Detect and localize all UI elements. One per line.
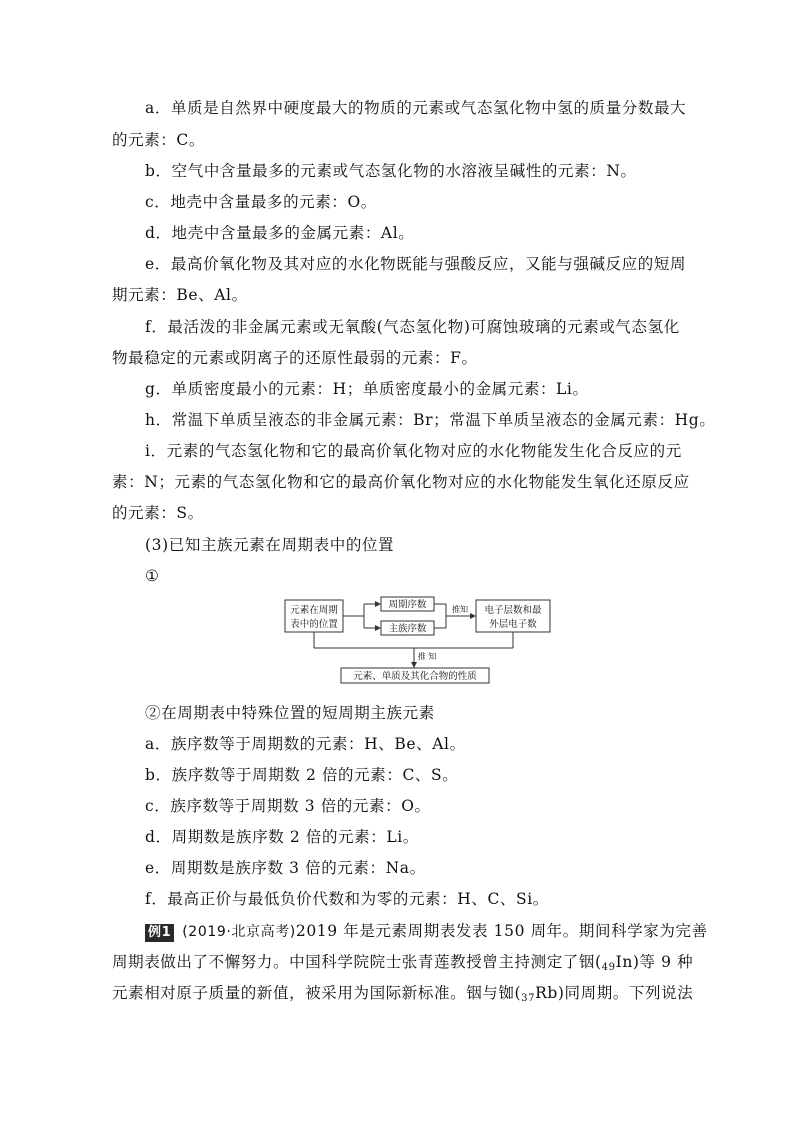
box-period-text: 周期序数 <box>388 599 427 611</box>
arrow-down-label: 推 知 <box>417 652 437 661</box>
item-c: c．地壳中含量最多的元素：O。 <box>145 193 377 211</box>
box-position-text-1: 元素在周期 <box>290 605 338 616</box>
diagram-svg <box>284 596 554 686</box>
item-i-line-3: 的元素：S。 <box>112 504 204 522</box>
example-text-2a: 周期表做出了不懈努力。中国科学院院士张青莲教授曾主持测定了铟( <box>112 953 602 971</box>
special-item-c: c．族序数等于周期数 3 倍的元素：O。 <box>145 797 431 815</box>
item-f-line-2: 物最稳定的元素或阴离子的还原性最弱的元素：F。 <box>112 349 478 367</box>
box-position-text-2: 表中的位置 <box>290 619 338 630</box>
section-3-heading: (3)已知主族元素在周期表中的位置 <box>145 536 395 554</box>
special-item-f: f．最高正价与最低负价代数和为零的元素：H、C、Si。 <box>145 890 549 908</box>
rubidium-atomic-number: 37 <box>521 993 536 1004</box>
item-i-line-2: 素：N；元素的气态氢化物和它的最高价氧化物对应的水化物能发生氧化还原反应 <box>112 473 690 491</box>
box-group-text: 主族序数 <box>388 623 427 635</box>
box-properties-text: 元素、单质及其化合物的性质 <box>353 671 477 682</box>
example-line-1 <box>145 921 708 942</box>
arrow-infer-label: 推知 <box>452 605 468 614</box>
item-e-line-1: e．最高价氧化物及其对应的水化物既能与强酸反应，又能与强碱反应的短周 <box>145 255 687 273</box>
example-text-1: 2019 年是元素周期表发表 150 周年。期间科学家为完善 <box>295 922 708 940</box>
item-e-line-2: 期元素：Be、Al。 <box>112 286 248 304</box>
example-text-3a: 元素相对原子质量的新值，被采用为国际新标准。铟与铷( <box>112 984 522 1002</box>
indium-symbol: In <box>615 953 633 971</box>
item-i-line-1: i．元素的气态氢化物和它的最高价氧化物对应的水化物能发生化合反应的元 <box>145 442 682 460</box>
indium-atomic-number: 49 <box>601 962 616 973</box>
item-h: h．常温下单质呈液态的非金属元素：Br；常温下单质呈液态的金属元素：Hg。 <box>145 411 716 429</box>
special-item-d: d．周期数是族序数 2 倍的元素：Li。 <box>145 828 419 846</box>
rubidium-symbol: Rb <box>535 984 558 1002</box>
example-source: (2019·北京高考) <box>182 924 296 940</box>
box-electron-text-1: 电子层数和最 <box>484 605 542 616</box>
item-d: d．地壳中含量最多的金属元素：Al。 <box>145 224 415 242</box>
example-line-3 <box>112 983 693 1009</box>
special-item-b: b．族序数等于周期数 2 倍的元素：C、S。 <box>145 766 459 784</box>
box-electron-text-2: 外层电子数 <box>489 619 537 630</box>
position-inference-diagram <box>284 596 554 686</box>
example-text-2b: )等 9 种 <box>632 953 694 971</box>
special-item-a: a．族序数等于周期数的元素：H、Be、Al。 <box>145 735 466 753</box>
item-a-line-1: a．单质是自然界中硬度最大的物质的元素或气态氢化物中氢的质量分数最大 <box>145 99 687 117</box>
example-badge: 例1 <box>145 924 174 942</box>
special-position-heading: ②在周期表中特殊位置的短周期主族元素 <box>145 704 435 722</box>
item-a-line-2: 的元素：C。 <box>112 131 205 149</box>
item-b: b．空气中含量最多的元素或气态氢化物的水溶液呈碱性的元素：N。 <box>145 162 637 180</box>
marker-circled-1: ① <box>145 567 160 585</box>
example-text-3b: )同周期。下列说法 <box>557 984 694 1002</box>
special-item-e: e．周期数是族序数 3 倍的元素：Na。 <box>145 859 426 877</box>
item-f-line-1: f．最活泼的非金属元素或无氧酸(气态氢化物)可腐蚀玻璃的元素或气态氢化 <box>145 318 680 336</box>
item-g: g．单质密度最小的元素：H；单质密度最小的金属元素：Li。 <box>145 380 589 398</box>
example-line-2 <box>112 952 693 978</box>
